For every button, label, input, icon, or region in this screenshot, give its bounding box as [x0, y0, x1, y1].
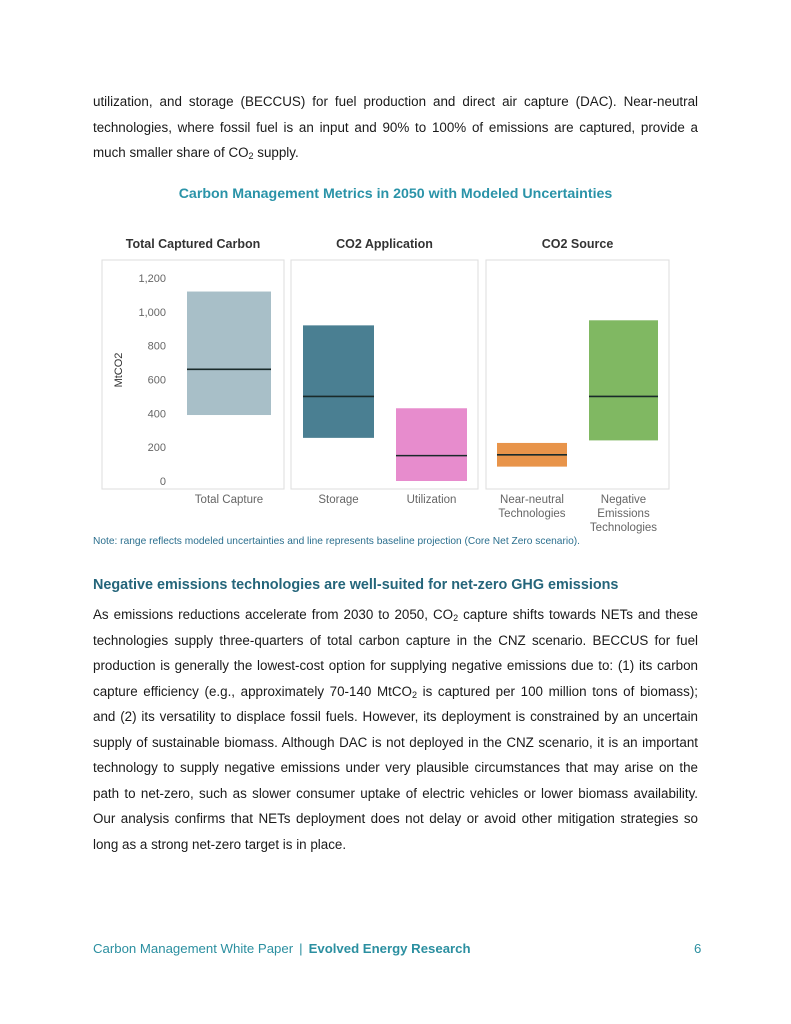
- y-tick-label: 1,000: [138, 306, 166, 319]
- intro-line-3: much smaller share of $CO_2$ supply.: [93, 145, 299, 161]
- category-label: Negative Emissions Technologies: [589, 494, 658, 534]
- footer-separator: |: [299, 941, 303, 956]
- range-bar: [303, 325, 374, 437]
- y-tick-label: 0: [159, 476, 166, 488]
- y-tick-label: 1,200: [138, 273, 166, 285]
- footer-doc-title: Carbon Management White Paper: [93, 941, 294, 956]
- intro-line-1: utilization, and storage (BECCUS) for fuel production and direct air capture (DAC). Near-neutral: [93, 94, 698, 109]
- figure-title: Carbon Management Metrics in 2050 with Modeled Uncertainties: [178, 186, 613, 202]
- section-heading: Negative emissions technologies are well-suited for net-zero GHG emissions: [93, 577, 619, 593]
- range-bar: [589, 320, 658, 440]
- y-tick-label: 200: [147, 442, 166, 455]
- page-number: 6: [694, 941, 702, 956]
- intro-line-2: technologies, where fossil fuel is an input and 90% to 100% of emissions are captured, provide a: [93, 119, 698, 135]
- intro-paragraph: [93, 89, 698, 166]
- y-tick-label: 600: [147, 374, 166, 387]
- panel-title: CO2 Source: [541, 237, 614, 251]
- footer-org: Evolved Energy Research: [308, 941, 471, 956]
- y-tick-label: 800: [147, 340, 166, 353]
- section-paragraph: As emissions reductions accelerate from 2030 to 2050, $CO_2$ capture shifts towards NETs and these technologies supply three-quarters of total carbon capture in the CNZ scenario. BECCUS for fuel production is generally the lowest-cost option for supplying negative emissions due to: (1) its carbon capture efficiency (e.g., approximately 70-140 MtCO$_2$ is captured per 100 million tons of biomass); and (2) its versatility to displace fossil fuels. However, its deployment is constrained by an uncertain supply of sustainable biomass. Although DAC is not deployed in the CNZ scenario, it is an important technology to supply negative emissions under very plausible circumstances that may arise on the path to net-zero, such as slower consumer uptake of electric vehicles or lower biomass availability. Our analysis confirms that NETs deployment does not delay or avoid other mitigation strategies so long as a strong net-zero target is in place.: [93, 607, 698, 852]
- category-label: Storage: [318, 494, 359, 506]
- carbon-metrics-chart: [0, 222, 791, 542]
- range-bar: [187, 292, 271, 415]
- y-axis-label: MtCO2: [113, 352, 125, 388]
- category-label: Near-neutral Technologies: [498, 494, 566, 520]
- figure-note: Note: range reflects modeled uncertainties and line represents baseline projection (Core Net Zero scenario).: [93, 536, 580, 547]
- category-label: Utilization: [406, 494, 457, 506]
- footer-title: [93, 941, 471, 956]
- range-bar: [396, 408, 467, 481]
- y-tick-label: 400: [147, 408, 166, 421]
- panel-title: CO2 Application: [336, 237, 433, 251]
- panel-title: Total Captured Carbon: [125, 237, 261, 251]
- category-label: Total Capture: [194, 494, 264, 506]
